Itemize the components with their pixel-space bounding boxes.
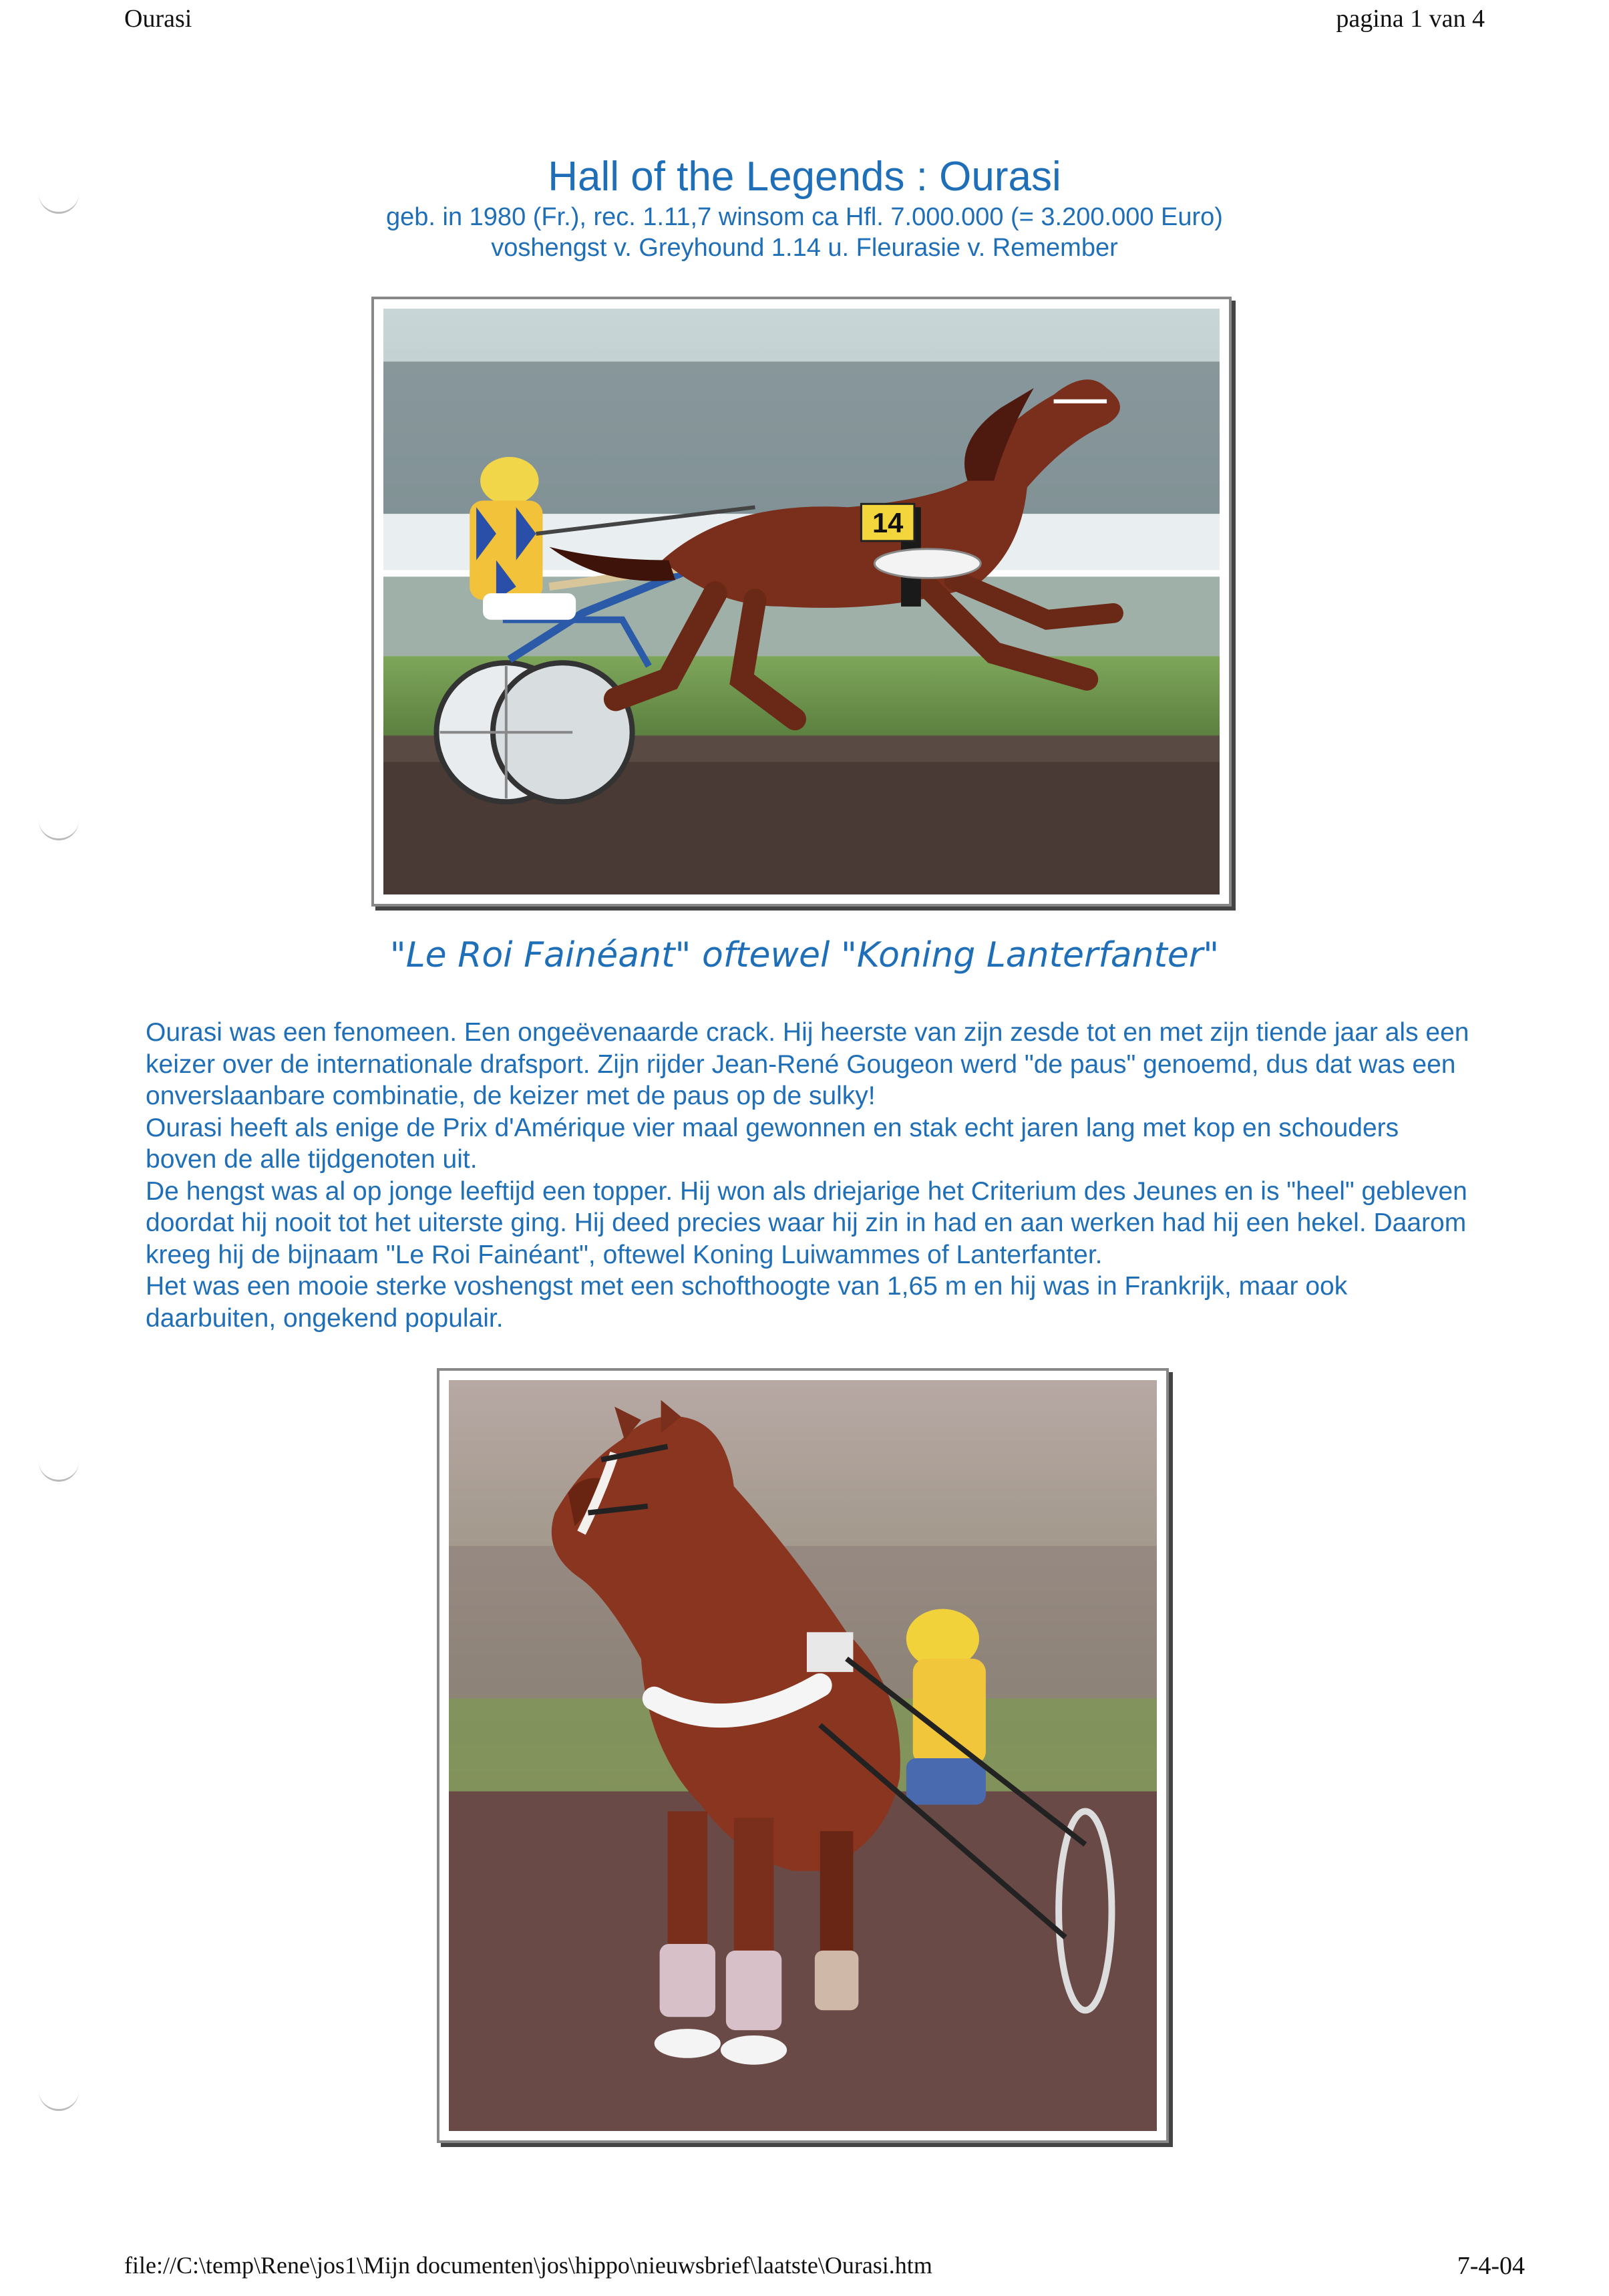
saddle-number: 14	[872, 506, 904, 538]
slogan-heading: "Le Roi Fainéant" oftewel "Koning Lanterfanter"	[389, 935, 1220, 975]
paragraph: De hengst was al op jonge leeftijd een topper. Hij won als driejarige het Criterium des Jeunes en is "heel" gebleven doordat hij nooit tot het uiterste ging. Hij deed precies waar hij zin in had en aan werken had hij een hekel. Daarom kreeg hij de bijnaam "Le Roi Fainéant", oftewel Koning Luiwammes of Lanterfanter.	[146, 1176, 1467, 1269]
subtitle-line-1: geb. in 1980 (Fr.), rec. 1.11,7 winsom ca Hfl. 7.000.000 (= 3.200.000 Euro)	[386, 203, 1223, 231]
portrait-illustration	[449, 1380, 1157, 2131]
paragraph: Ourasi heeft als enige de Prix d'Amérique vier maal gewonnen en stak echt jaren lang met kop en schouders boven de alle tijdgenoten uit.	[146, 1113, 1399, 1174]
photo-ourasi-racing	[371, 297, 1232, 907]
punch-hole-mark	[39, 1462, 79, 1482]
print-header-page-number: pagina 1 van 4	[1336, 5, 1485, 33]
subtitle-line-2: voshengst v. Greyhound 1.14 u. Fleurasie v. Remember	[491, 234, 1118, 262]
paragraph: Het was een mooie sterke voshengst met een schofthoogte van 1,65 m en hij was in Frankrijk, maar ook daarbuiten, ongekend populair.	[146, 1272, 1348, 1333]
print-footer-path: file://C:\temp\Rene\jos1\Mijn documenten\jos\hippo\nieuwsbrief\laatste\Ourasi.htm	[124, 2252, 932, 2279]
punch-hole-mark	[39, 820, 79, 840]
title-block	[0, 152, 1609, 263]
photo-ourasi-portrait	[437, 1368, 1169, 2143]
print-header-title: Ourasi	[124, 5, 192, 33]
racing-illustration	[383, 309, 1220, 894]
article-body	[146, 1017, 1475, 1334]
paragraph: Ourasi was een fenomeen. Een ongeëvenaarde crack. Hij heerste van zijn zesde tot en met zijn tiende jaar als een keizer over de internationale drafsport. Zijn rijder Jean-René Gougeon werd "de paus" genoemd, dus dat was een onverslaanbare combinatie, de keizer met de paus op de sulky!	[146, 1018, 1469, 1110]
print-footer-date: 7-4-04	[1457, 2252, 1525, 2280]
punch-hole-mark	[39, 2091, 79, 2111]
page-title: Hall of the Legends : Ourasi	[548, 154, 1061, 200]
